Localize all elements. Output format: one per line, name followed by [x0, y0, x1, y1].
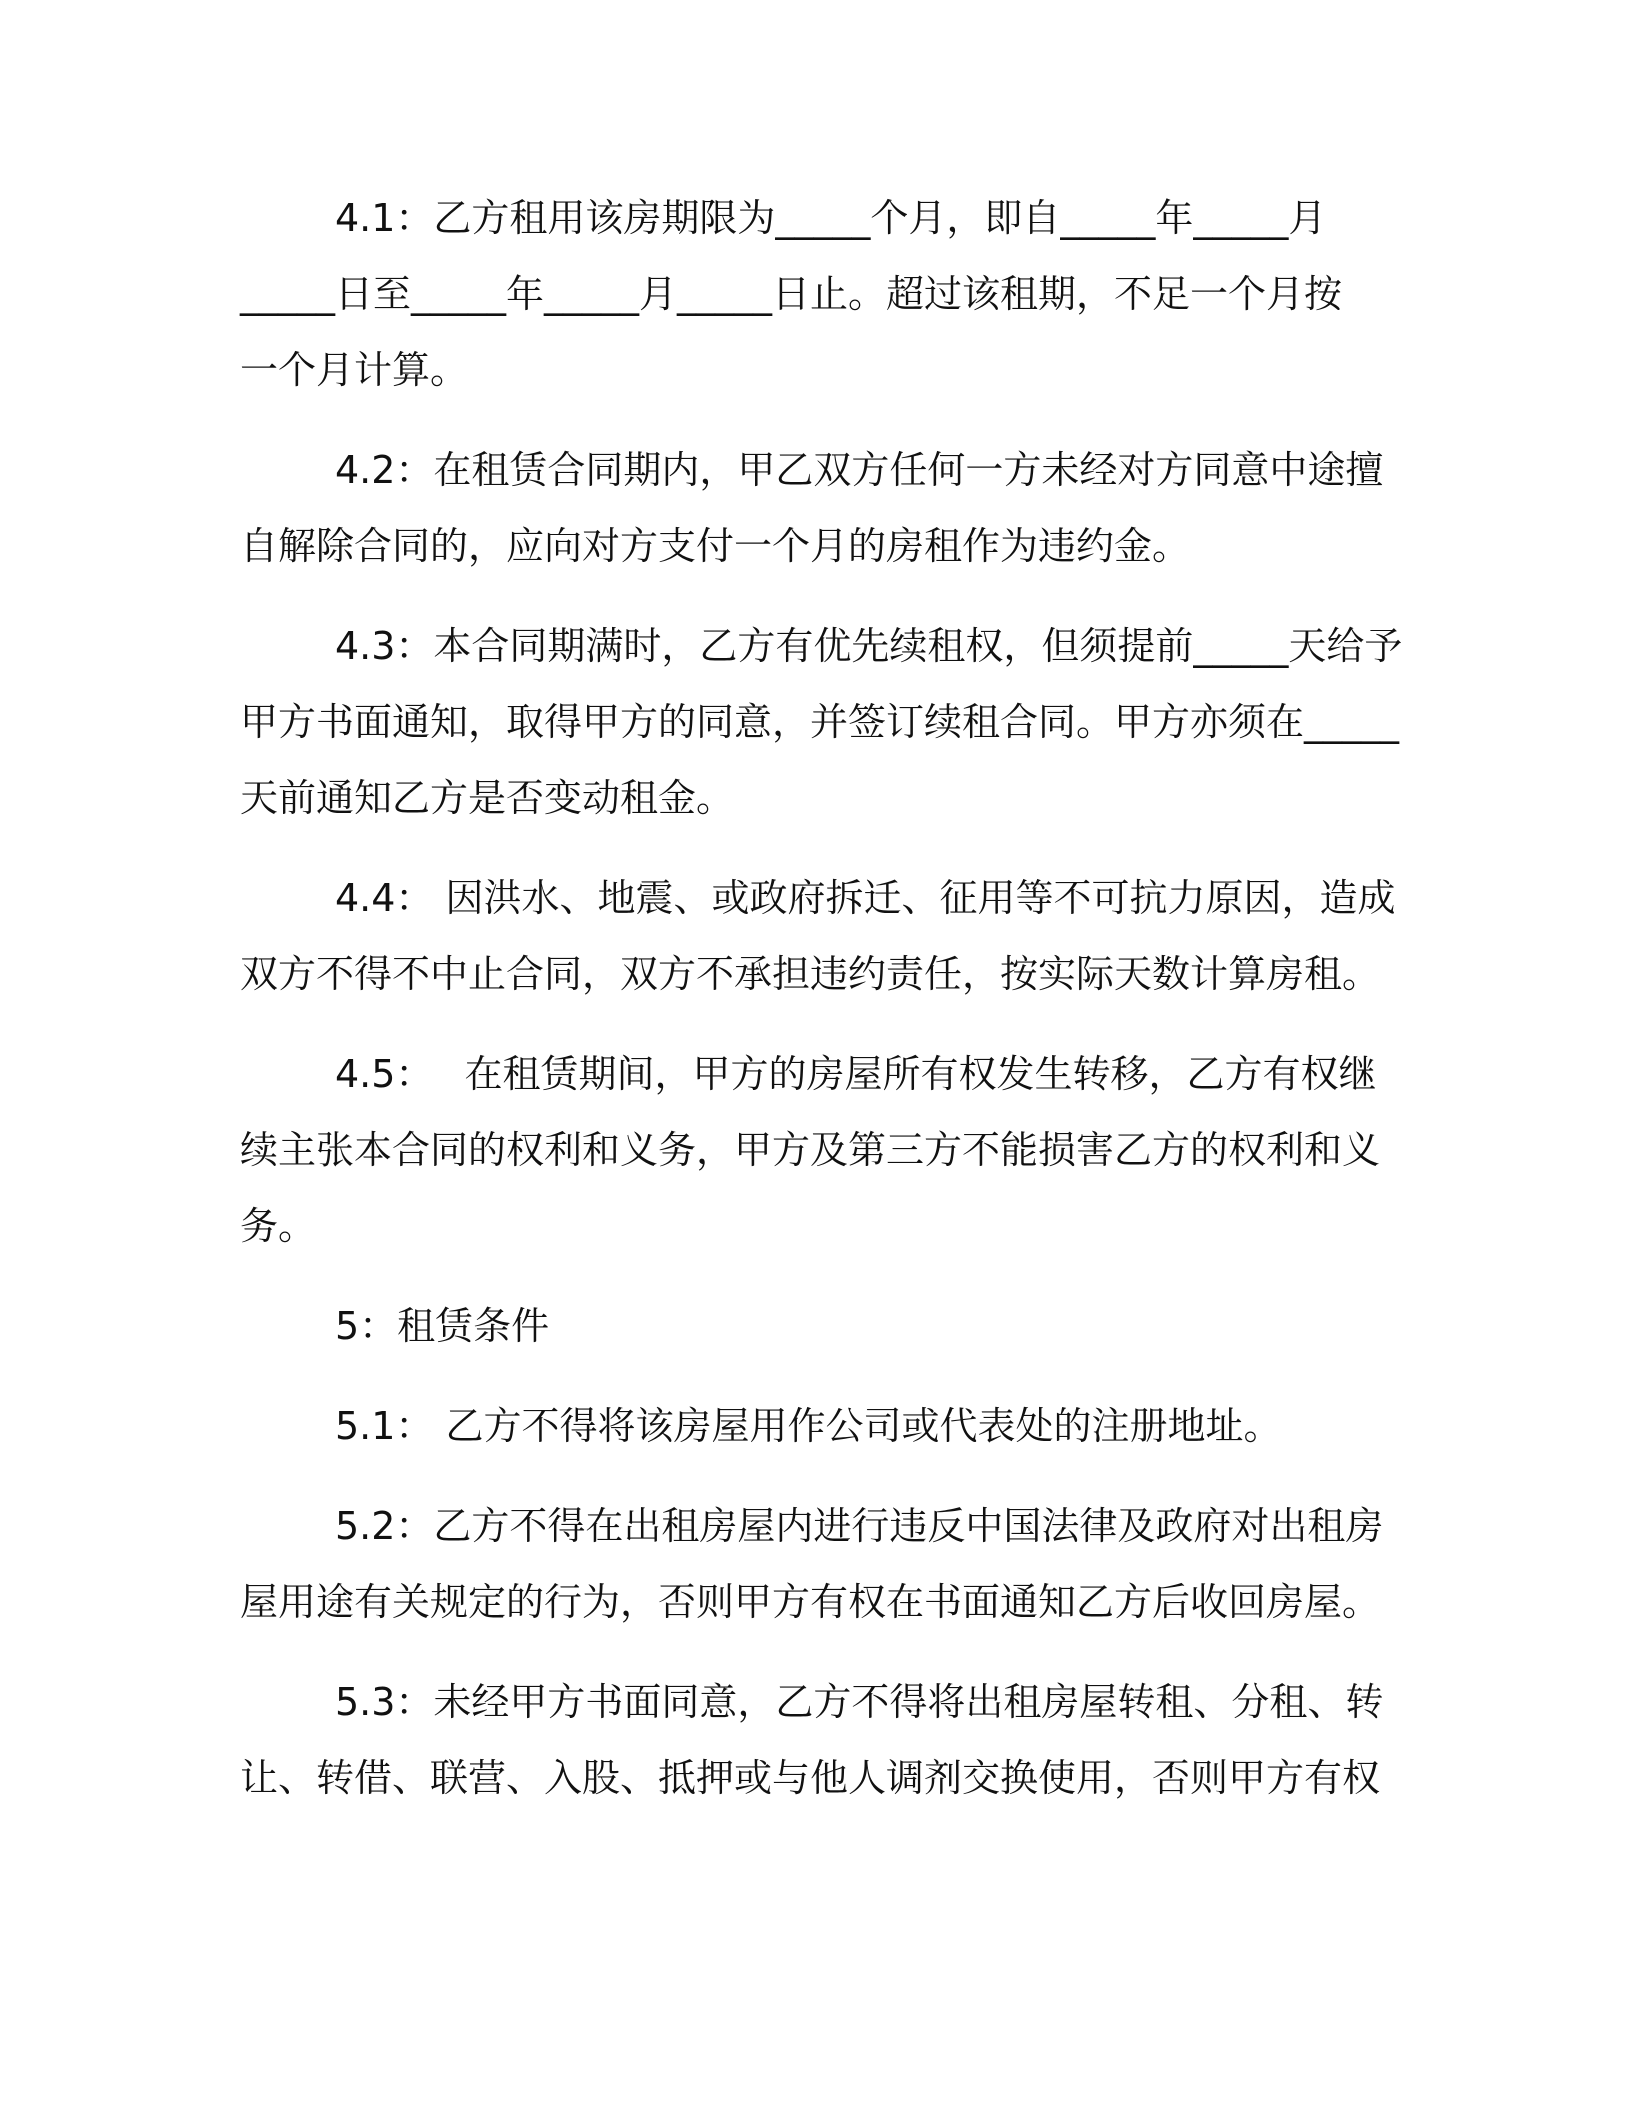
- clause-4-2-line-2: 自解除合同的，应向对方支付一个月的房租作为违约金。: [240, 524, 1191, 568]
- clause-4-1-line-1: 4.1：乙方租用该房期限为_____个月，即自_____年_____月: [335, 196, 1327, 240]
- clause-4-1-line-2: _____日至_____年_____月_____日止。超过该租期，不足一个月按: [240, 272, 1343, 316]
- clause-5-2-line-2: 屋用途有关规定的行为，否则甲方有权在书面通知乙方后收回房屋。: [240, 1580, 1381, 1624]
- clause-5-3-line-2: 让、转借、联营、入股、抵押或与他人调剂交换使用，否则甲方有权: [240, 1756, 1381, 1800]
- clause-4-3-line-1: 4.3：本合同期满时，乙方有优先续租权，但须提前_____天给予: [335, 624, 1403, 668]
- clause-4-3-line-3: 天前通知乙方是否变动租金。: [240, 776, 735, 820]
- clause-5-2-line-1: 5.2：乙方不得在出租房屋内进行违反中国法律及政府对出租房: [335, 1504, 1384, 1548]
- clause-4-4-line-2: 双方不得不中止合同，双方不承担违约责任，按实际天数计算房租。: [240, 952, 1381, 996]
- section-5-heading: 5：租赁条件: [335, 1304, 550, 1348]
- clause-4-5-line-1: 4.5： 在租赁期间，甲方的房屋所有权发生转移，乙方有权继: [335, 1052, 1377, 1096]
- clause-4-5-line-2: 续主张本合同的权利和义务，甲方及第三方不能损害乙方的权利和义: [240, 1128, 1381, 1172]
- clause-4-1-line-3: 一个月计算。: [240, 348, 469, 392]
- clause-4-4-line-1: 4.4： 因洪水、地震、或政府拆迁、征用等不可抗力原因，造成: [335, 876, 1396, 920]
- clause-5-1-line-1: 5.1： 乙方不得将该房屋用作公司或代表处的注册地址。: [335, 1404, 1282, 1448]
- clause-4-2-line-1: 4.2：在租赁合同期内，甲乙双方任何一方未经对方同意中途擅: [335, 448, 1384, 492]
- clause-4-5-line-3: 务。: [240, 1204, 317, 1248]
- clause-5-3-line-1: 5.3：未经甲方书面同意，乙方不得将出租房屋转租、分租、转: [335, 1680, 1384, 1724]
- clause-4-3-line-2: 甲方书面通知，取得甲方的同意，并签订续租合同。甲方亦须在_____: [240, 700, 1400, 744]
